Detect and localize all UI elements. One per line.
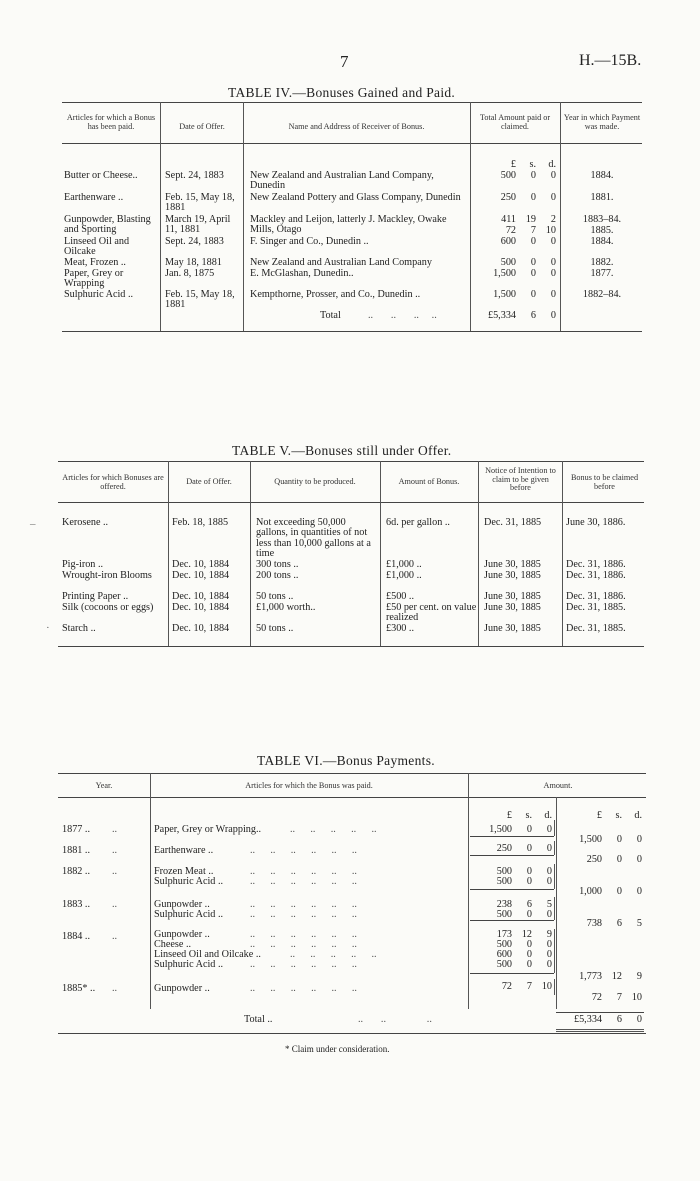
amount-cell: 250 <box>496 843 512 854</box>
amount-cell: 0 <box>526 824 532 835</box>
year-cell: 1885. <box>590 225 614 236</box>
leader-dots: .. <box>112 931 118 942</box>
subtotal-cell: 10 <box>631 992 642 1003</box>
table-row: £500 .. <box>386 591 415 602</box>
amount-cell: 9 <box>546 929 552 940</box>
amount-cell: 0 <box>550 236 556 247</box>
list-item: Gunpowder .. <box>154 929 210 940</box>
amount-cell: 0 <box>546 876 552 887</box>
table-row: March 19, April 11, 1881 <box>165 214 231 236</box>
amount-cell: 500 <box>500 257 516 268</box>
leader-dots: .. <box>112 866 118 877</box>
amount-cell: 0 <box>526 866 532 877</box>
t4-cur-pounds: £ <box>510 159 516 170</box>
subtotal-cell: 0 <box>636 834 642 845</box>
table-row: Wrought-iron Blooms <box>62 570 152 581</box>
amount-cell: 500 <box>500 170 516 181</box>
amount-cell: 500 <box>496 959 512 970</box>
table-row: Dec. 10, 1884 <box>172 570 230 581</box>
amount-cell: 600 <box>496 949 512 960</box>
t4-col-date: Date of Offer. <box>179 122 225 131</box>
t6-year: 1885* .. <box>62 983 96 994</box>
amount-cell: 411 <box>501 214 516 225</box>
t6-col-amount: Amount. <box>543 781 573 790</box>
table-row: Printing Paper .. <box>62 591 129 602</box>
subtotal-cell: 9 <box>636 971 642 982</box>
leader-dots: .. <box>112 845 118 856</box>
list-item: Frozen Meat .. <box>154 866 214 877</box>
t5-col-date: Date of Offer. <box>186 477 232 486</box>
table-iv-title: TABLE IV.—Bonuses Gained and Paid. <box>228 85 456 100</box>
table-row: Linseed Oil and Oilcake <box>64 236 130 258</box>
table-row: Sept. 24, 1883 <box>165 170 224 181</box>
amount-cell: 0 <box>530 268 536 279</box>
amount-cell: 7 <box>526 981 532 992</box>
year-cell: 1877. <box>590 268 614 279</box>
table-row: Sulphuric Acid .. <box>64 289 134 300</box>
table-row: Feb. 15, May 18, 1881 <box>165 192 235 214</box>
amount-cell: 0 <box>530 289 536 300</box>
amount-cell: 6 <box>526 899 532 910</box>
page-number: 7 <box>340 52 349 71</box>
amount-cell: 0 <box>546 949 552 960</box>
table-row: June 30, 1885 <box>484 570 541 581</box>
subtotal-cell: 0 <box>636 886 642 897</box>
amount-cell: 2 <box>550 214 556 225</box>
t5-col-quantity: Quantity to be produced. <box>274 477 356 486</box>
margin-mark: – <box>30 518 36 530</box>
table-row: Dec. 31, 1886. <box>566 570 626 581</box>
leader-dots: .. <box>112 899 118 910</box>
t6-cur-pence-2: d. <box>634 810 642 821</box>
amount-cell: 0 <box>546 824 552 835</box>
t4-total-shillings: 6 <box>530 310 536 321</box>
leader-dots: .. .. .. .. .. .. <box>250 866 357 877</box>
table-row: 300 tons .. <box>256 559 299 570</box>
t4-total-pounds: £5,334 <box>487 310 516 321</box>
table-row: Starch .. <box>62 623 96 634</box>
table-row: New Zealand and Australian Land Company, Dunedin <box>250 170 434 192</box>
table-row: Kempthorne, Prosser, and Co., Dunedin .. <box>250 289 421 300</box>
amount-cell: 0 <box>530 257 536 268</box>
amount-cell: 10 <box>541 981 552 992</box>
t6-year: 1877 .. <box>62 824 91 835</box>
year-cell: 1882–84. <box>582 289 622 300</box>
table-row: June 30, 1886. <box>566 517 626 528</box>
t6-year: 1882 .. <box>62 866 91 877</box>
table-row: Dec. 31, 1886. <box>566 591 626 602</box>
table-row: £300 .. <box>386 623 415 634</box>
subtotal-cell: 6 <box>616 918 622 929</box>
amount-cell: 7 <box>530 225 536 236</box>
amount-cell: 72 <box>505 225 516 236</box>
amount-cell: 0 <box>530 236 536 247</box>
year-cell: 1884. <box>590 170 614 181</box>
list-item: Sulphuric Acid .. <box>154 876 224 887</box>
leader-dots: .. .. .. .. .. .. <box>250 929 357 940</box>
table-row: Dec. 31, 1885 <box>484 517 542 528</box>
list-item: Cheese .. <box>154 939 192 950</box>
t6-year: 1883 .. <box>62 899 91 910</box>
amount-cell: 0 <box>526 949 532 960</box>
table-row: Not exceeding 50,000 gallons, in quantities of not less than 10,000 gallons at a time <box>256 517 371 559</box>
table-row: Jan. 8, 1875 <box>165 268 215 279</box>
table-row: Dec. 10, 1884 <box>172 602 230 613</box>
amount-cell: 0 <box>550 268 556 279</box>
table-row: Dec. 10, 1884 <box>172 591 230 602</box>
subtotal-cell: 0 <box>616 854 622 865</box>
leader-dots: .. .. .. .. .. .. <box>250 845 357 856</box>
table-row: £1,000 .. <box>386 559 422 570</box>
list-item: Linseed Oil and Oilcake .. <box>154 949 261 960</box>
t6-total-shillings: 6 <box>616 1014 622 1025</box>
t6-col-year: Year. <box>95 781 113 790</box>
table-row: June 30, 1885 <box>484 559 541 570</box>
t6-year: 1884 .. <box>62 931 91 942</box>
subtotal-cell: 72 <box>591 992 602 1003</box>
amount-cell: 0 <box>546 843 552 854</box>
year-cell: 1881. <box>590 192 614 203</box>
subtotal-cell: 1,000 <box>579 886 602 897</box>
year-cell: 1884. <box>590 236 614 247</box>
t4-col-name: Name and Address of Receiver of Bonus. <box>288 122 425 131</box>
t4-cur-pence: d. <box>548 159 556 170</box>
t4-total-label: Total <box>320 310 341 321</box>
subtotal-cell: 0 <box>636 854 642 865</box>
table-row: F. Singer and Co., Dunedin .. <box>250 236 369 247</box>
t4-total-pence: 0 <box>550 310 556 321</box>
t6-cur-pounds-2: £ <box>596 810 602 821</box>
leader-dots: .. .. .. .. .. .. <box>250 939 357 950</box>
t4-col-articles: Articles for which a Bonus has been paid. <box>66 113 156 131</box>
t5-col-bonus: Amount of Bonus. <box>398 477 460 486</box>
table-row: Meat, Frozen .. <box>64 257 126 268</box>
table-row: £1,000 worth.. <box>256 602 316 613</box>
amount-cell: 500 <box>496 909 512 920</box>
list-item: Earthenware .. <box>154 845 214 856</box>
year-cell: 1882. <box>590 257 614 268</box>
amount-cell: 0 <box>530 170 536 181</box>
table-row: Mackley and Leijon, latterly J. Mackley, Owake Mills, Otago <box>250 214 447 236</box>
table-row: £1,000 .. <box>386 570 422 581</box>
amount-cell: 250 <box>500 192 516 203</box>
leader-dots: .. .. .. .. .. <box>290 824 377 835</box>
amount-cell: 500 <box>496 866 512 877</box>
year-cell: 1883–84. <box>582 214 622 225</box>
document-reference: H.—15B. <box>579 52 642 69</box>
amount-cell: 72 <box>501 981 512 992</box>
list-item: Gunpowder .. <box>154 899 210 910</box>
amount-cell: 0 <box>550 170 556 181</box>
subtotal-cell: 12 <box>611 971 622 982</box>
t4-col-year: Year in which Payment was made. <box>563 113 641 131</box>
amount-cell: 0 <box>546 866 552 877</box>
amount-cell: 500 <box>496 939 512 950</box>
table-row: New Zealand and Australian Land Company <box>250 257 432 268</box>
t6-col-articles: Articles for which the Bonus was paid. <box>245 781 373 790</box>
t6-total-label: Total .. <box>244 1014 273 1025</box>
leader-dots: .. .. .. <box>358 1014 432 1025</box>
list-item: Sulphuric Acid .. <box>154 909 224 920</box>
table-row: June 30, 1885 <box>484 623 541 634</box>
table-vi-title: TABLE VI.—Bonus Payments. <box>257 753 435 768</box>
table-row: £50 per cent. on value realized <box>386 602 477 624</box>
table-row: June 30, 1885 <box>484 591 541 602</box>
table-row: New Zealand Pottery and Glass Company, Dunedin <box>250 192 461 203</box>
leader-dots: .. .. .. .. <box>368 310 437 321</box>
amount-cell: 5 <box>546 899 552 910</box>
table-row: Dec. 10, 1884 <box>172 623 230 634</box>
list-item: Gunpowder .. <box>154 983 210 994</box>
amount-cell: 0 <box>526 939 532 950</box>
t5-col-notice: Notice of Intention to claim to be given before <box>485 466 556 493</box>
table-row: Dec. 31, 1885. <box>566 623 626 634</box>
t5-col-claim: Bonus to be claimed before <box>570 473 639 491</box>
subtotal-cell: 1,500 <box>579 834 602 845</box>
amount-cell: 238 <box>496 899 512 910</box>
leader-dots: .. .. .. .. .. .. <box>250 899 357 910</box>
leader-dots: .. .. .. .. .. .. <box>250 983 357 994</box>
leader-dots: .. .. .. .. .. .. <box>250 959 357 970</box>
amount-cell: 0 <box>546 959 552 970</box>
table-row: Dec. 31, 1885. <box>566 602 626 613</box>
t6-total-pence: 0 <box>636 1014 642 1025</box>
leader-dots: .. <box>112 983 118 994</box>
t6-cur-shillings-2: s. <box>615 810 622 821</box>
t4-col-amount: Total Amount paid or claimed. <box>479 113 551 131</box>
table-row: Dec. 31, 1886. <box>566 559 626 570</box>
table-row: Sept. 24, 1883 <box>165 236 224 247</box>
amount-cell: 0 <box>550 192 556 203</box>
amount-cell: 0 <box>526 876 532 887</box>
table-row: 50 tons .. <box>256 591 294 602</box>
footnote: * Claim under consideration. <box>285 1044 390 1054</box>
t4-cur-shillings: s. <box>529 159 536 170</box>
table-row: Dec. 10, 1884 <box>172 559 230 570</box>
amount-cell: 600 <box>500 236 516 247</box>
t6-cur-pounds: £ <box>506 810 512 821</box>
amount-cell: 1,500 <box>493 289 516 300</box>
table-row: E. McGlashan, Dunedin.. <box>250 268 354 279</box>
amount-cell: 500 <box>496 876 512 887</box>
table-row: Kerosene .. <box>62 517 109 528</box>
t6-cur-shillings: s. <box>525 810 532 821</box>
subtotal-cell: 5 <box>636 918 642 929</box>
amount-cell: 173 <box>496 929 512 940</box>
subtotal-cell: 1,773 <box>579 971 602 982</box>
table-row: 50 tons .. <box>256 623 294 634</box>
list-item: Paper, Grey or Wrapping.. <box>154 824 262 835</box>
subtotal-cell: 250 <box>586 854 602 865</box>
amount-cell: 10 <box>545 225 556 236</box>
table-row: Earthenware .. <box>64 192 124 203</box>
amount-cell: 0 <box>546 939 552 950</box>
amount-cell: 0 <box>550 257 556 268</box>
leader-dots: .. .. .. .. .. .. <box>250 909 357 920</box>
subtotal-cell: 738 <box>586 918 602 929</box>
amount-cell: 0 <box>546 909 552 920</box>
amount-cell: 0 <box>526 843 532 854</box>
t5-col-articles: Articles for which Bonuses are offered. <box>62 473 164 491</box>
amount-cell: 0 <box>526 909 532 920</box>
list-item: Sulphuric Acid .. <box>154 959 224 970</box>
amount-cell: 12 <box>521 929 532 940</box>
table-row: 200 tons .. <box>256 570 299 581</box>
amount-cell: 0 <box>530 192 536 203</box>
table-v-title: TABLE V.—Bonuses still under Offer. <box>232 443 452 458</box>
leader-dots: .. .. .. .. .. <box>290 949 377 960</box>
table-row: Silk (cocoons or eggs) <box>62 602 154 613</box>
amount-cell: 0 <box>550 289 556 300</box>
table-row: Feb. 15, May 18, 1881 <box>165 289 235 311</box>
table-row: Pig-iron .. <box>62 559 104 570</box>
table-row: Feb. 18, 1885 <box>172 517 229 528</box>
table-row: May 18, 1881 <box>165 257 222 268</box>
amount-cell: 1,500 <box>493 268 516 279</box>
table-row: Butter or Cheese.. <box>64 170 138 181</box>
table-row: 6d. per gallon .. <box>386 517 450 528</box>
amount-cell: 19 <box>525 214 536 225</box>
subtotal-cell: 7 <box>616 992 622 1003</box>
margin-mark: · <box>46 622 50 634</box>
t6-cur-pence: d. <box>544 810 552 821</box>
table-row: June 30, 1885 <box>484 602 541 613</box>
leader-dots: .. <box>112 824 118 835</box>
amount-cell: 1,500 <box>489 824 512 835</box>
leader-dots: .. .. .. .. .. .. <box>250 876 357 887</box>
table-row: Paper, Grey or Wrapping <box>64 268 124 290</box>
subtotal-cell: 0 <box>616 886 622 897</box>
subtotal-cell: 0 <box>616 834 622 845</box>
t6-year: 1881 .. <box>62 845 91 856</box>
amount-cell: 0 <box>526 959 532 970</box>
table-row: Gunpowder, Blasting and Sporting <box>64 214 151 236</box>
t6-total-pounds: £5,334 <box>573 1014 602 1025</box>
